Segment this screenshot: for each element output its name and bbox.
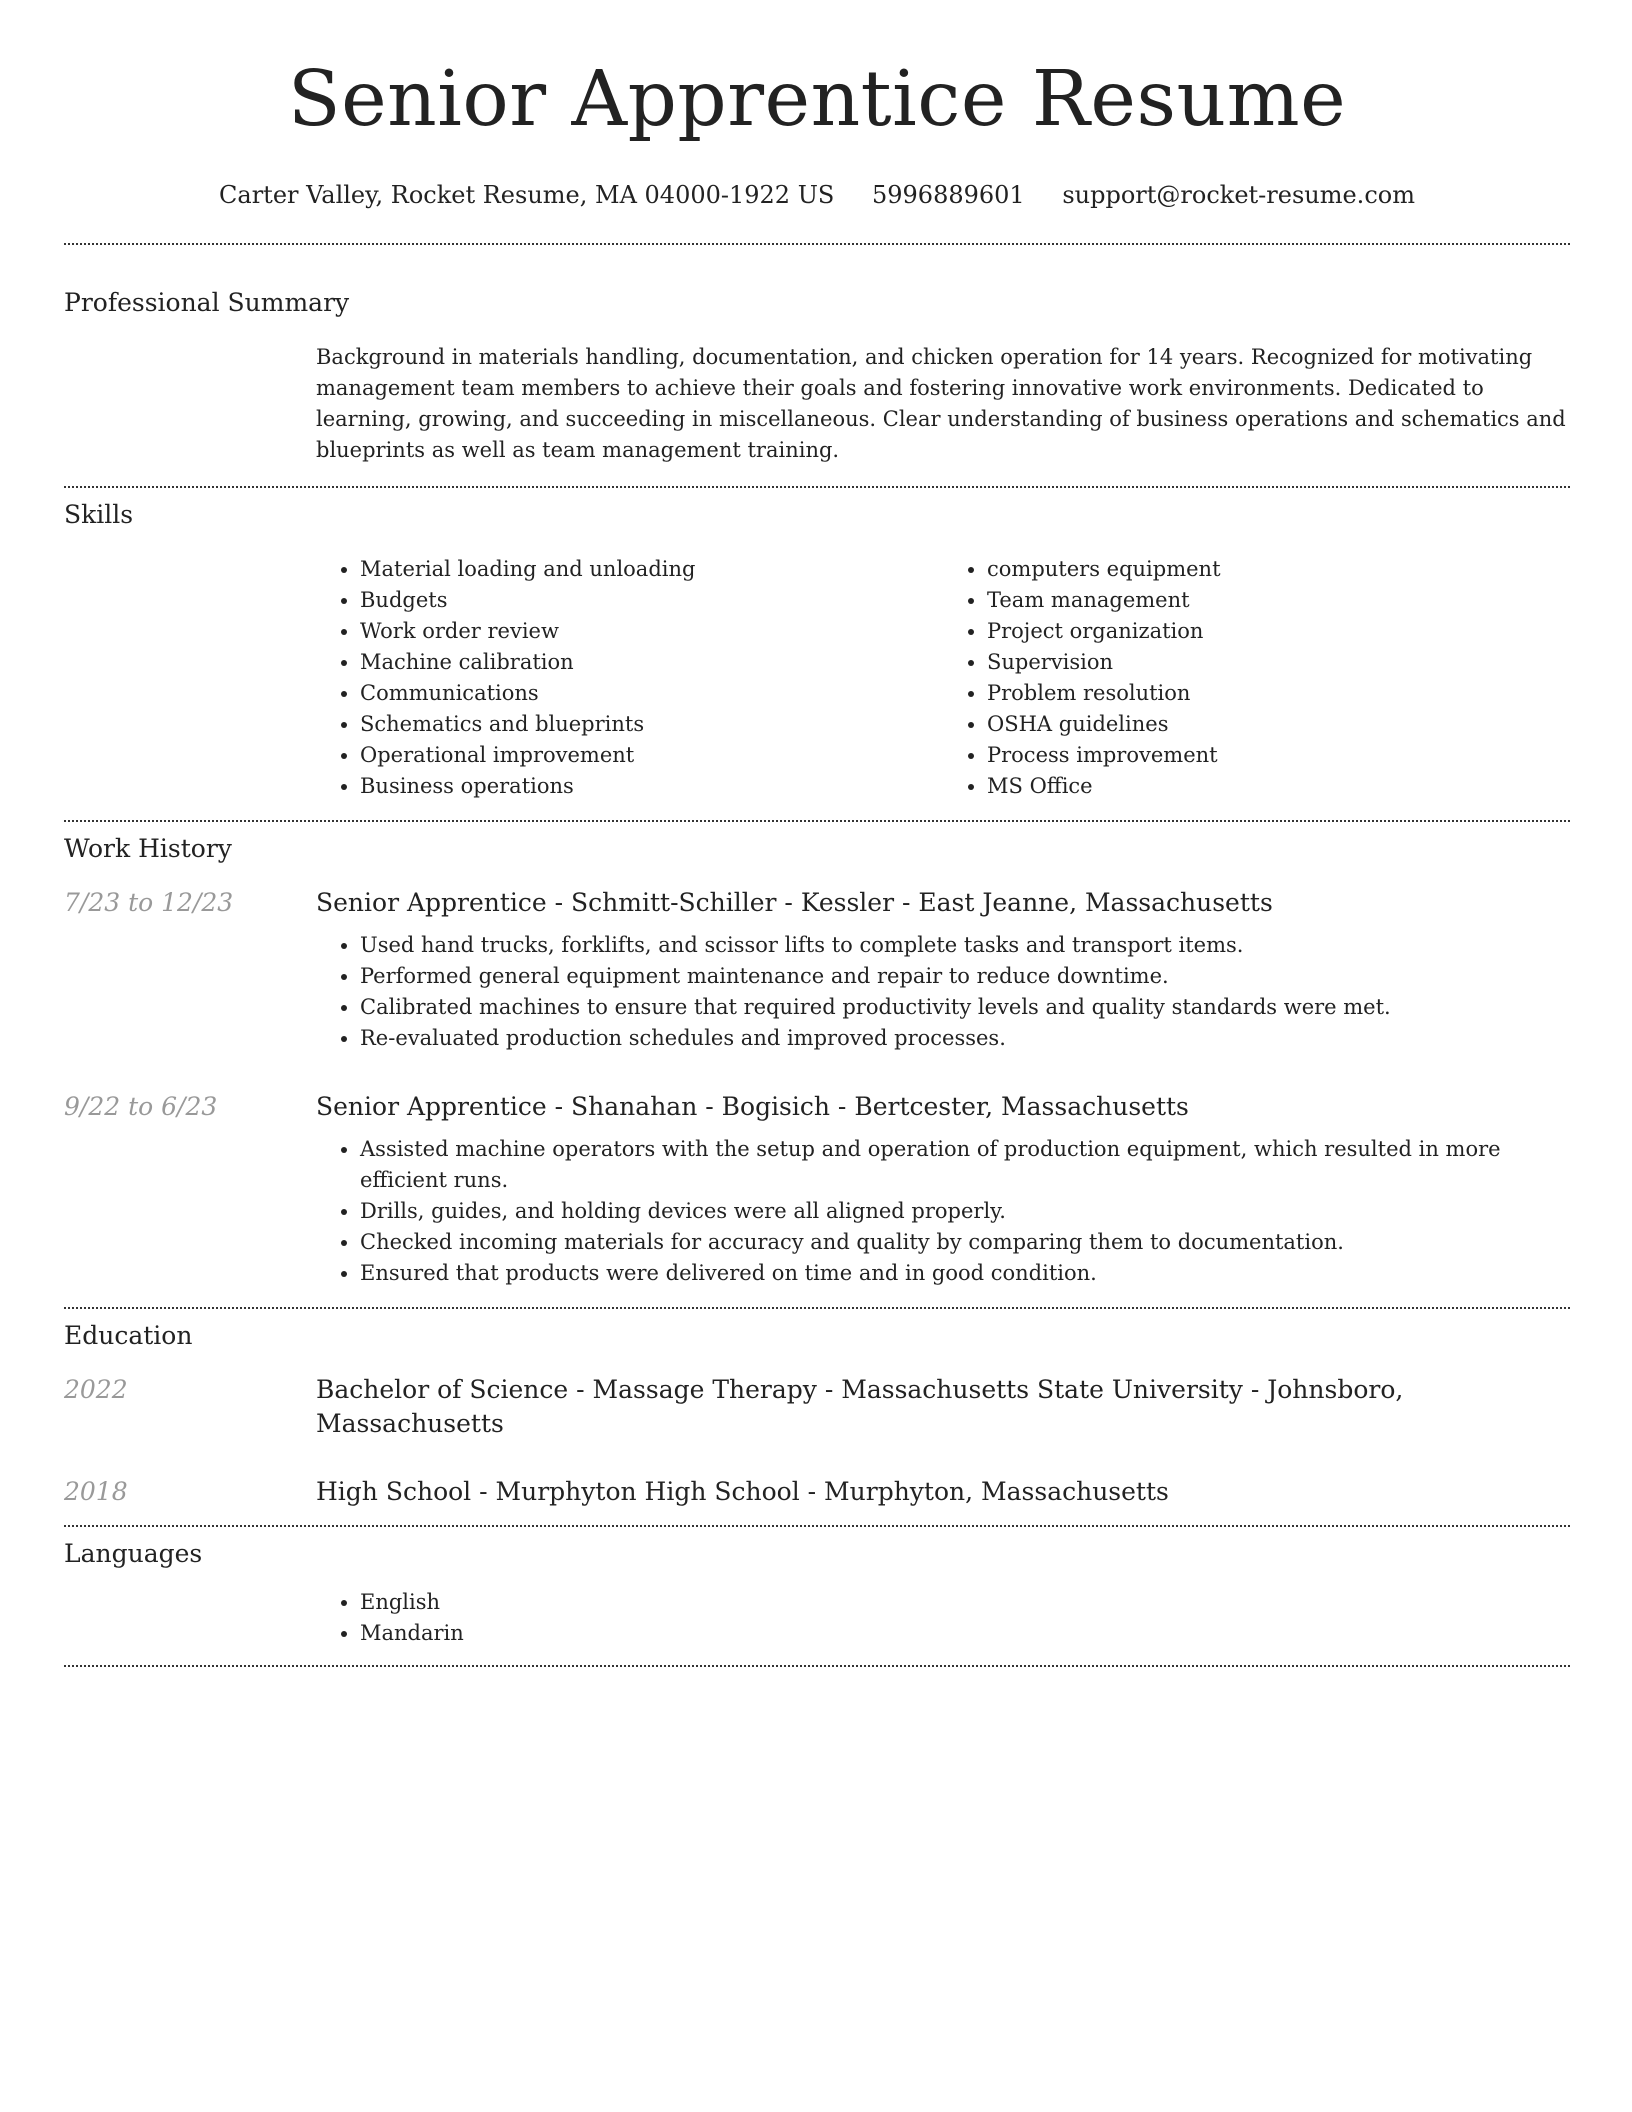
skill-item: • OSHA guidelines [987, 709, 1570, 740]
language-item: • English [360, 1587, 1570, 1618]
section-title-summary: Professional Summary [64, 288, 350, 317]
job-bullet: • Drills, guides, and holding devices were all aligned properly. [360, 1196, 1570, 1227]
job-bullet: • Calibrated machines to ensure that required productivity levels and quality standards were met. [360, 992, 1570, 1023]
job-entry [64, 886, 1570, 1054]
section-title-work-history: Work History [64, 834, 232, 863]
skill-item: • Project organization [987, 616, 1570, 647]
skills-list [316, 554, 1570, 802]
skill-item: • Problem resolution [987, 678, 1570, 709]
job-bullet: • Checked incoming materials for accuracy and quality by comparing them to documentation. [360, 1227, 1570, 1258]
languages-content [316, 1587, 1570, 1649]
language-item: • Mandarin [360, 1618, 1570, 1649]
skill-item: • Work order review [360, 616, 943, 647]
education-entry [64, 1475, 1570, 1509]
skill-item: • Operational improvement [360, 740, 943, 771]
skill-item: • Business operations [360, 771, 943, 802]
divider [64, 486, 1570, 488]
education-heading: Bachelor of Science - Massage Therapy - Massachusetts State University - Johnsboro, Massachusetts [316, 1375, 1404, 1438]
skill-item: • Material loading and unloading [360, 554, 943, 585]
job-details [316, 930, 1570, 1054]
education-entry [64, 1373, 1570, 1441]
address-text: Carter Valley, Rocket Resume, MA 04000-1922 US [219, 181, 835, 209]
divider [64, 1665, 1570, 1667]
email-text: support@rocket-resume.com [1062, 181, 1415, 209]
skills-column-right [943, 554, 1570, 802]
job-bullet: • Assisted machine operators with the setup and operation of production equipment, which resulted in more efficient runs. [360, 1134, 1570, 1196]
section-title-education: Education [64, 1321, 193, 1350]
summary-text: Background in materials handling, documentation, and chicken operation for 14 years. Recognized for motivating management team members to achieve their goals and fostering innovative work environments. Dedicated to learning, growing, and succeeding in miscellaneous. Clear understanding of business operations and schematics and blueprints as well as team management training. [316, 345, 1566, 462]
education-heading: High School - Murphyton High School - Murphyton, Massachusetts [316, 1477, 1169, 1506]
section-title-languages: Languages [64, 1539, 203, 1568]
contact-line [64, 180, 1570, 210]
education-year: 2018 [64, 1477, 128, 1506]
job-bullet: • Re-evaluated production schedules and improved processes. [360, 1023, 1570, 1054]
skill-item: • Machine calibration [360, 647, 943, 678]
phone-text: 5996889601 [872, 181, 1025, 209]
skill-item: • Team management [987, 585, 1570, 616]
job-bullet: • Performed general equipment maintenance and repair to reduce downtime. [360, 961, 1570, 992]
job-dates: 7/23 to 12/23 [64, 888, 234, 917]
skill-item: • Communications [360, 678, 943, 709]
divider [64, 1307, 1570, 1309]
skill-item: • Schematics and blueprints [360, 709, 943, 740]
skill-item: • MS Office [987, 771, 1570, 802]
summary-content [316, 342, 1570, 466]
resume-page [64, 0, 1570, 1667]
skill-item: • computers equipment [987, 554, 1570, 585]
divider [64, 243, 1570, 245]
resume-title: Senior Apprentice Resume [287, 55, 1347, 144]
skills-column-left [316, 554, 943, 802]
job-dates: 9/22 to 6/23 [64, 1092, 218, 1121]
skill-item: • Budgets [360, 585, 943, 616]
divider [64, 820, 1570, 822]
job-header [64, 886, 1570, 920]
job-bullets [316, 1134, 1570, 1289]
section-title-skills: Skills [64, 500, 134, 529]
job-heading: Senior Apprentice - Shanahan - Bogisich - Bertcester, Massachusetts [316, 1092, 1189, 1121]
job-bullet: • Used hand trucks, forklifts, and scissor lifts to complete tasks and transport items. [360, 930, 1570, 961]
languages-list [316, 1587, 1570, 1649]
divider [64, 1525, 1570, 1527]
skill-item: • Supervision [987, 647, 1570, 678]
job-bullet: • Ensured that products were delivered on time and in good condition. [360, 1258, 1570, 1289]
job-bullets [316, 930, 1570, 1054]
job-header [64, 1090, 1570, 1124]
skill-item: • Process improvement [987, 740, 1570, 771]
job-details [316, 1134, 1570, 1289]
job-entry [64, 1090, 1570, 1289]
education-year: 2022 [64, 1375, 128, 1404]
job-heading: Senior Apprentice - Schmitt-Schiller - Kessler - East Jeanne, Massachusetts [316, 888, 1273, 917]
